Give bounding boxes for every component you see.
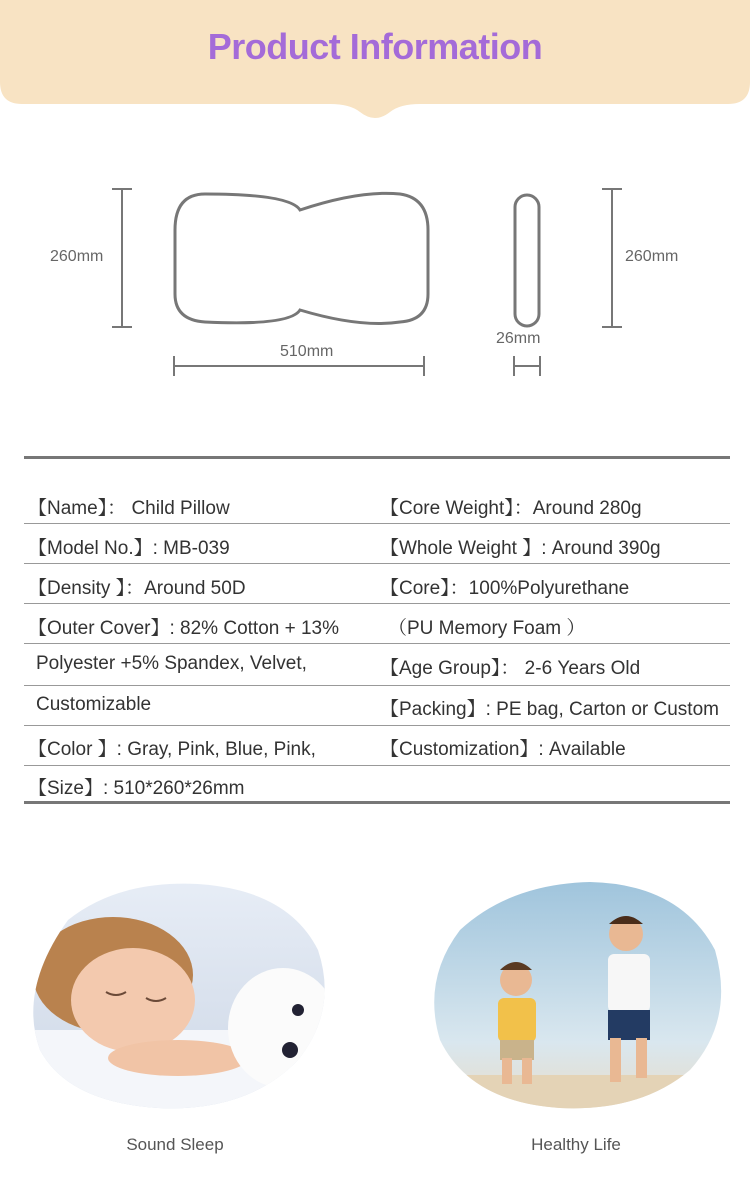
row-divider: [24, 523, 730, 524]
side-thickness-label: 26mm: [496, 330, 541, 347]
running-children-photo: [430, 880, 726, 1112]
spec-age-group: 【Age Group】： 2-6 Years Old: [380, 658, 641, 679]
spec-customization: 【Customization】: Available: [380, 739, 626, 760]
spec-outer-cover-cont: Polyester +5% Spandex, Velvet,: [36, 653, 307, 674]
table-bottom-rule: [24, 801, 730, 804]
spec-name: 【Name】： Child Pillow: [28, 498, 230, 519]
caption-sound-sleep: Sound Sleep: [126, 1135, 224, 1154]
spec-color: 【Color 】: Gray, Pink, Blue, Pink,: [28, 739, 316, 760]
spec-core-cont: （PU Memory Foam ）: [388, 618, 586, 639]
dimension-diagram: [0, 170, 750, 390]
side-height-label: 260mm: [625, 248, 679, 265]
row-divider: [24, 685, 730, 686]
spec-outer-cover-cont: Customizable: [36, 694, 152, 715]
row-divider: [24, 725, 730, 726]
row-divider: [24, 603, 730, 604]
front-width-label: 510mm: [280, 343, 334, 360]
spec-packing: 【Packing】: PE bag, Carton or Custom: [380, 699, 719, 720]
row-divider: [24, 643, 730, 644]
caption-healthy-life: Healthy Life: [531, 1135, 621, 1154]
spec-size: 【Size】: 510*260*26mm: [28, 778, 245, 799]
row-divider: [24, 765, 730, 766]
spec-model: 【Model No.】: MB-039: [28, 538, 230, 559]
sleeping-child-photo: [28, 880, 328, 1112]
spec-whole-weight: 【Whole Weight 】: Around 390g: [380, 538, 661, 559]
front-height-label: 260mm: [50, 248, 104, 265]
table-top-rule: [24, 456, 730, 459]
spec-density: 【Density 】：Around 50D: [28, 578, 246, 599]
header-banner: [0, 0, 750, 104]
pillow-outline-drawing: [0, 170, 750, 390]
spec-outer-cover: 【Outer Cover】: 82% Cotton + 13%: [28, 618, 340, 639]
spec-core: 【Core】：100%Polyurethane: [380, 578, 630, 599]
page-title: Product Information: [207, 26, 543, 67]
row-divider: [24, 563, 730, 564]
spec-core-weight: 【Core Weight】：Around 280g: [380, 498, 642, 519]
